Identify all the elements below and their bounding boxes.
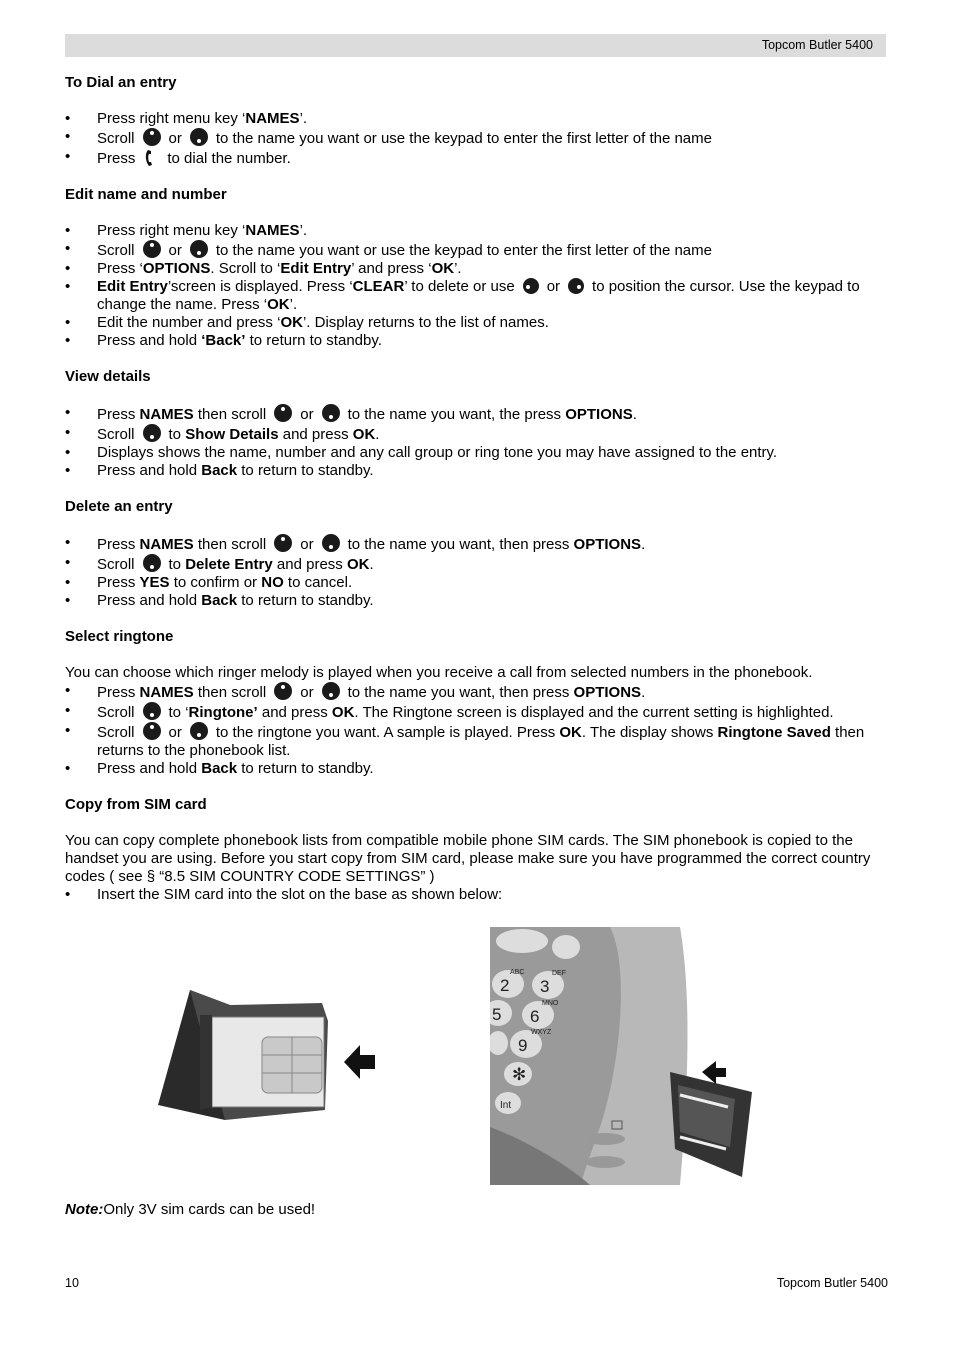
svg-text:Int: Int <box>500 1100 512 1111</box>
list-item: • Press NAMES then scroll or to the name you want, then press OPTIONS. <box>65 534 887 554</box>
list-item: • Press and hold Back to return to standby. <box>65 462 887 480</box>
list-item: • Edit the number and press ‘OK’. Display returns to the list of names. <box>65 314 887 332</box>
scroll-down-icon <box>143 702 161 720</box>
list-item: • Press and hold Back to return to standby. <box>65 760 887 778</box>
list-item: • Press to dial the number. <box>65 148 887 168</box>
scroll-up-icon <box>143 128 161 146</box>
svg-text:MNO: MNO <box>542 1000 559 1007</box>
scroll-up-icon <box>274 682 292 700</box>
ringtone-intro: You can choose which ringer melody is played when you receive a call from selected numbers in the phonebook. <box>65 664 813 681</box>
handset-base-illustration <box>490 927 755 1185</box>
view-list <box>65 404 887 480</box>
scroll-down-icon <box>322 682 340 700</box>
scroll-up-icon <box>143 722 161 740</box>
section-heading-dial: To Dial an entry <box>65 74 177 91</box>
scroll-down-icon <box>190 240 208 258</box>
list-item: • Press YES to confirm or NO to cancel. <box>65 574 887 592</box>
section-heading-ringtone: Select ringtone <box>65 628 174 645</box>
svg-text:WXYZ: WXYZ <box>531 1029 552 1036</box>
note-label: Note: <box>65 1201 104 1218</box>
section-heading-view: View details <box>65 368 151 385</box>
sim-tray-illustration <box>150 985 390 1125</box>
svg-text:9: 9 <box>518 1036 528 1055</box>
scroll-down-icon <box>143 554 161 572</box>
list-item: • Scroll or to the name you want or use the keypad to enter the first letter of the name <box>65 240 887 260</box>
scroll-down-icon <box>190 128 208 146</box>
list-item: • Scroll or to the name you want or use the keypad to enter the first letter of the name <box>65 128 887 148</box>
list-item: • Press and hold Back to return to standby. <box>65 592 887 610</box>
page-number: 10 <box>65 1276 79 1290</box>
page-content <box>65 74 887 922</box>
header-bar <box>65 34 886 57</box>
list-item: • Press NAMES then scroll or to the name you want, the press OPTIONS. <box>65 404 887 424</box>
section-heading-edit: Edit name and number <box>65 186 227 203</box>
scroll-up-icon <box>274 534 292 552</box>
list-item: • Insert the SIM card into the slot on the base as shown below: <box>65 886 887 904</box>
handset-icon <box>143 148 161 168</box>
svg-text:✻: ✻ <box>512 1065 527 1084</box>
svg-text:2: 2 <box>500 976 510 995</box>
note-text: Only 3V sim cards can be used! <box>103 1201 316 1218</box>
list-item: • Scroll to ‘Ringtone’ and press OK. The Ringtone screen is displayed and the current setting is highlighted. <box>65 702 887 722</box>
section-heading-sim: Copy from SIM card <box>65 796 207 813</box>
list-item: • Scroll to Show Details and press OK. <box>65 424 887 444</box>
scroll-down-icon <box>143 424 161 442</box>
note <box>65 1201 315 1218</box>
svg-text:DEF: DEF <box>552 970 566 977</box>
list-item: • Press right menu key ‘NAMES’. <box>65 222 887 240</box>
svg-text:6: 6 <box>530 1007 540 1026</box>
svg-text:3: 3 <box>540 977 550 996</box>
scroll-up-icon <box>143 240 161 258</box>
sim-intro: You can copy complete phonebook lists from compatible mobile phone SIM cards. The SIM phonebook is copied to the handset you are using. Before you start copy from SIM card, please make sure you have programmed the correct country codes ( see § “8.5 SIM COUNTRY CODE SETTINGS” ) <box>65 832 871 885</box>
list-item: • Scroll to Delete Entry and press OK. <box>65 554 887 574</box>
scroll-down-icon <box>322 404 340 422</box>
header-title: Topcom Butler 5400 <box>761 38 873 52</box>
ringtone-list <box>65 682 887 778</box>
scroll-down-icon <box>322 534 340 552</box>
scroll-right-icon <box>568 278 584 294</box>
scroll-down-icon <box>190 722 208 740</box>
scroll-left-icon <box>523 278 539 294</box>
section-heading-delete: Delete an entry <box>65 498 173 515</box>
scroll-up-icon <box>274 404 292 422</box>
list-item: • Displays shows the name, number and any call group or ring tone you may have assigned to the entry. <box>65 444 887 462</box>
list-item: • Press NAMES then scroll or to the name you want, then press OPTIONS. <box>65 682 887 702</box>
footer-title: Topcom Butler 5400 <box>776 1276 888 1290</box>
list-item: • Press right menu key ‘NAMES’. <box>65 110 887 128</box>
list-item: • Scroll or to the ringtone you want. A sample is played. Press OK. The display shows Ringtone Saved then returns to the phonebook list. <box>65 722 887 760</box>
svg-text:5: 5 <box>492 1005 502 1024</box>
list-item: • Press and hold ‘Back’ to return to standby. <box>65 332 887 350</box>
edit-list <box>65 222 887 350</box>
list-item: • Edit Entry’screen is displayed. Press ‘CLEAR’ to delete or use or to position the cursor. Use the keypad to change the name. Press ‘OK’. <box>65 278 887 314</box>
svg-text:ABC: ABC <box>510 969 525 976</box>
dial-list <box>65 110 887 168</box>
delete-list <box>65 534 887 610</box>
arrow-left-icon <box>344 1045 375 1079</box>
sim-list <box>65 886 887 904</box>
list-item: • Press ‘OPTIONS. Scroll to ‘Edit Entry’ and press ‘OK’. <box>65 260 887 278</box>
